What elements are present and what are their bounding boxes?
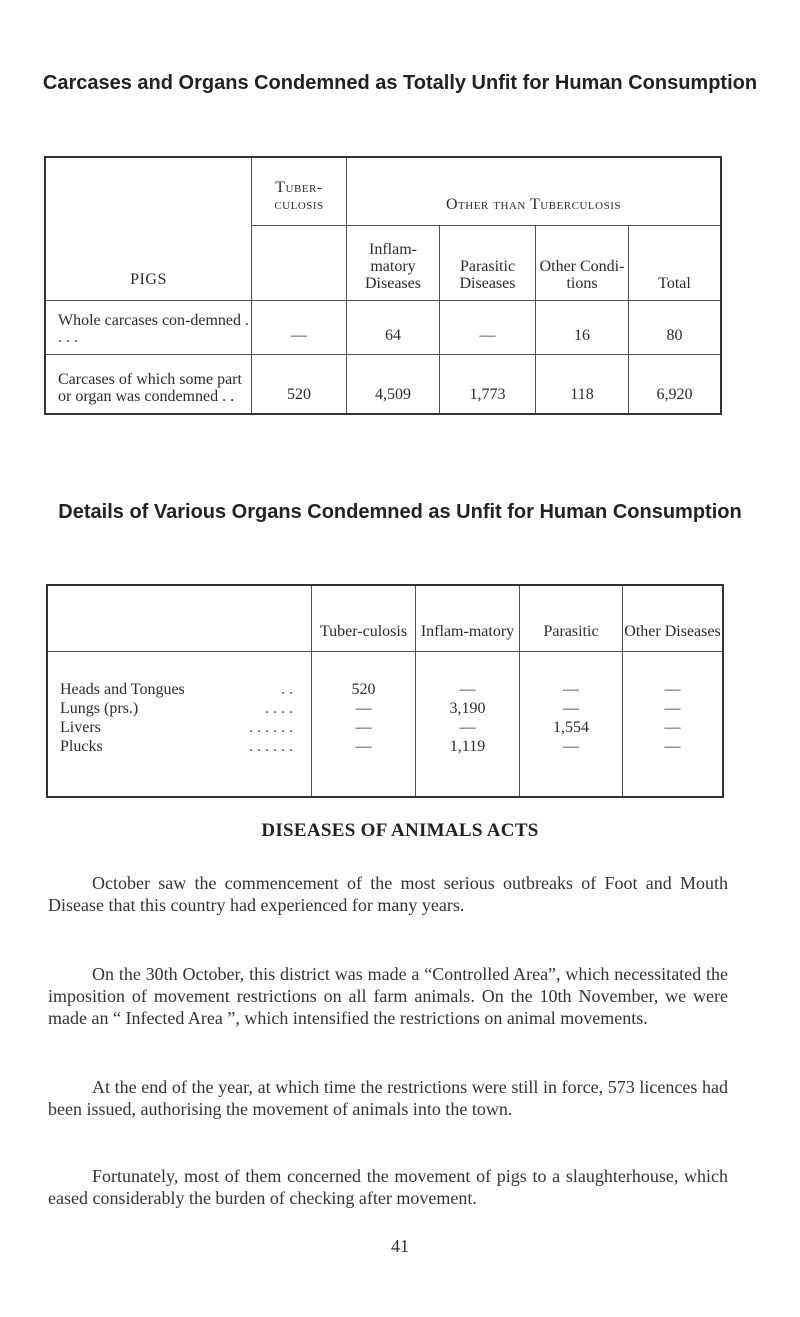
table-cell: 118: [536, 354, 629, 414]
other-diseases-column: — — — —: [664, 680, 681, 755]
table-cell: 4,509: [347, 354, 440, 414]
tuberculosis-header: Tuber-culosis: [252, 157, 347, 225]
other-than-tuberculosis-header: Other than Tuberculosis: [347, 157, 722, 225]
table1-title: Carcases and Organs Condemned as Totally Unfit for Human Consumption: [42, 72, 758, 94]
tuberculosis-subheader-blank: [252, 225, 347, 300]
paragraph: At the end of the year, at which time the restrictions were still in force, 573 licences had been issued, authorising the movement of animals into the town.: [48, 1077, 728, 1119]
column-header: Tuber-culosis: [312, 585, 416, 651]
table-cell: —: [440, 300, 536, 354]
table-cell: 520: [252, 354, 347, 414]
column-header: Parasitic: [520, 585, 623, 651]
page-number: 41: [391, 1236, 409, 1256]
column-header: Total: [629, 225, 722, 300]
row-labels: [47, 651, 312, 797]
column-header: Other Diseases: [623, 585, 724, 651]
table-cell: 1,773: [440, 354, 536, 414]
tuberculosis-column: 520 — — —: [312, 651, 416, 797]
column-header: Parasitic Diseases: [440, 225, 536, 300]
table-row: [45, 354, 721, 414]
row-label: Whole carcases con-demned . . . .: [45, 300, 252, 354]
table-cell: 16: [536, 300, 629, 354]
column-header: Inflam-matory Diseases: [347, 225, 440, 300]
list-item: Plucks . . . . . .: [60, 737, 293, 755]
list-item: Lungs (prs.) . . . .: [60, 699, 293, 717]
table-cell: 64: [347, 300, 440, 354]
column-header: Other Condi-tions: [536, 225, 629, 300]
section-heading: DISEASES OF ANIMALS ACTS: [261, 820, 539, 841]
label-header-blank: [47, 585, 312, 651]
organs-table: [46, 584, 724, 798]
row-header-label: PIGS: [45, 157, 252, 300]
list-item: Livers . . . . . .: [60, 718, 293, 736]
column-header: Inflam-matory: [416, 585, 520, 651]
carcases-table: [44, 156, 722, 415]
inflammatory-column: — 3,190 — 1,119: [416, 651, 520, 797]
table-cell: 80: [629, 300, 722, 354]
list-item: Heads and Tongues . .: [60, 680, 293, 698]
table-row: [45, 300, 721, 354]
row-label: Carcases of which some part or organ was condemned . .: [45, 354, 252, 414]
paragraph: On the 30th October, this district was made a “Controlled Area”, which necessitated the imposition of movement restrictions on all farm animals. On the 10th November, we were made an “ Infected Area ”, which intensified the restrictions on animal movements.: [48, 964, 728, 1028]
parasitic-column: — — 1,554 —: [520, 651, 623, 797]
paragraph: October saw the commencement of the most serious outbreaks of Foot and Mouth Disease that this country had experienced for many years.: [48, 873, 728, 915]
table-cell: 6,920: [629, 354, 722, 414]
paragraph: Fortunately, most of them concerned the movement of pigs to a slaughterhouse, which eased considerably the burden of checking after movement.: [48, 1166, 728, 1208]
table2-title: Details of Various Organs Condemned as Unfit for Human Consumption: [58, 501, 742, 523]
table-cell: —: [252, 300, 347, 354]
